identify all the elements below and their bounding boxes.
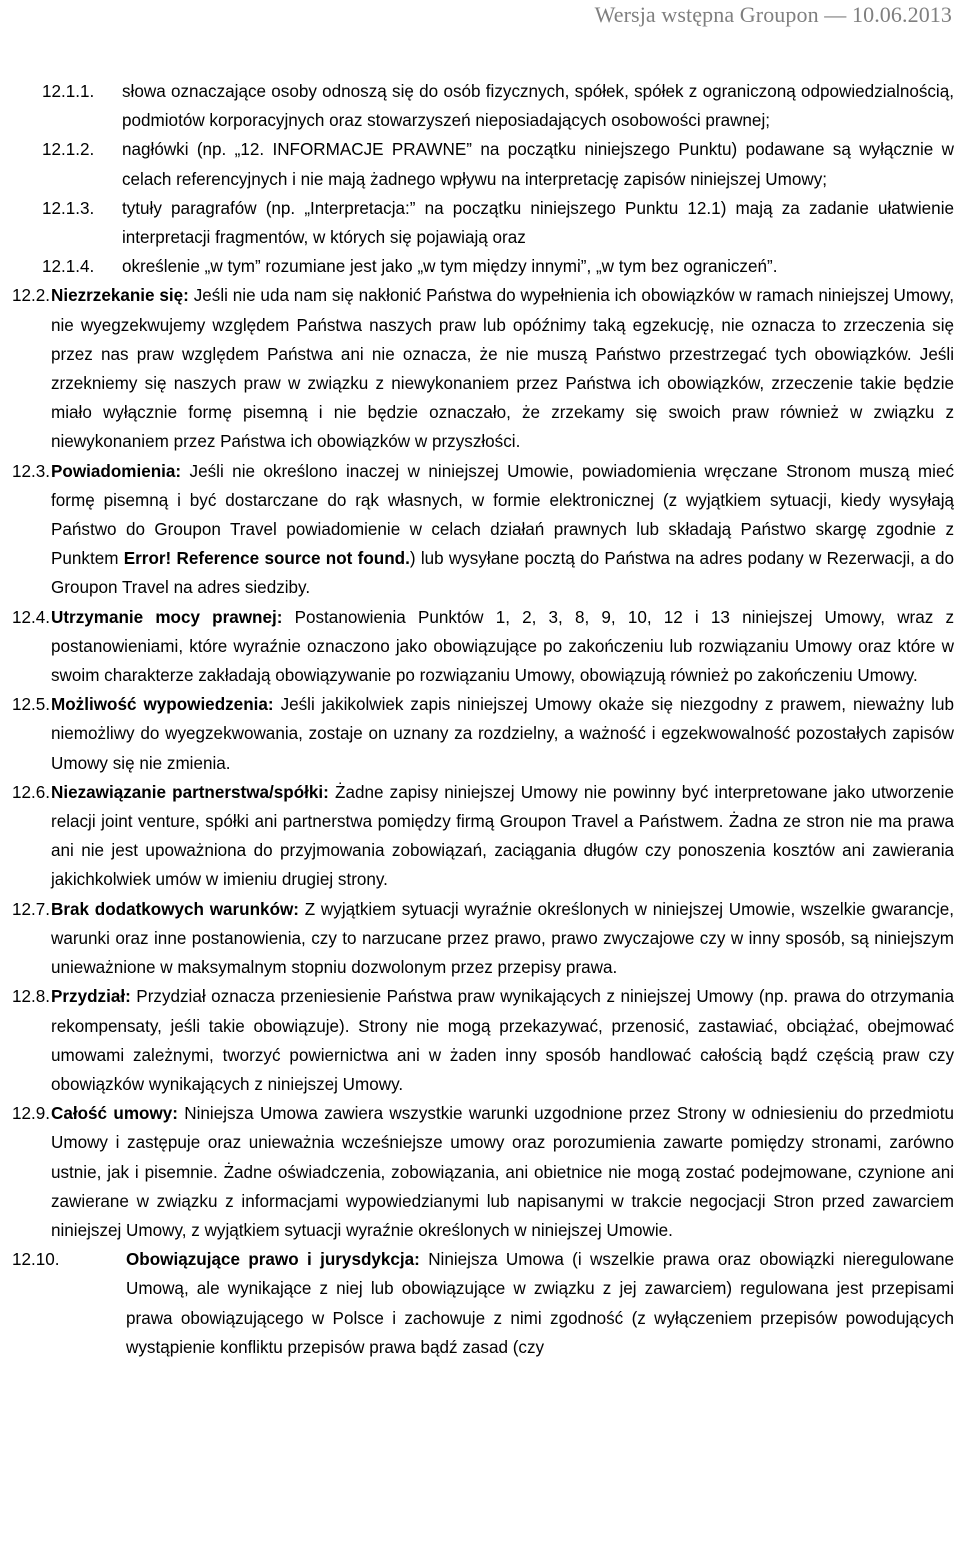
clause-number: 12.8. (12, 987, 51, 1007)
clause-number: 12.2. (12, 286, 51, 306)
clause-number: 12.1.1. (42, 82, 95, 101)
clause-text: Niniejsza Umowa (i wszelkie prawa oraz obowiązki nieregulowane Umową, ale wynikające z niej lub obowiązujące w związku z jej zawarciem) regulowana jest przepisami prawa obowiązującego w Polsce i zachowuje z nimi zgodność (z wyłączeniem przepisów powodujących wystąpienie konfliktu przepisów prawa bądź zasad (czy (126, 1250, 954, 1357)
clause-12-7 (12, 895, 954, 983)
clause-12-2 (12, 281, 954, 456)
clause-12-4 (12, 603, 954, 691)
clause-number: 12.7. (12, 899, 51, 919)
clause-text: Z wyjątkiem sytuacji wyraźnie określonych w niniejszej Umowie, wszelkie gwarancje, warunki oraz inne postanowienia, czy to narzucane przez prawo, prawo zwyczajowe czy w inny sposób, są niniejszym unieważnione w maksymalnym stopniu dozwolonym przez przepisy prawa. (51, 899, 954, 978)
clause-text: Niniejsza Umowa zawiera wszystkie warunki uzgodnione przez Strony w odniesieniu do przedmiotu Umowy i zastępuje oraz unieważnia wcześniejsze umowy oraz porozumienia zawarte pomiędzy stronami, zarówno ustnie, jak i pisemnie. Żadne oświadczenia, zobowiązania, ani obietnice nie mogą zostać podejmowane, czynione ani zawierane w związku z informacjami wypowiedzianymi lub napisanymi w trakcie negocjacji Stron przed zawarciem niniejszej Umowy, z wyjątkiem sytuacji wyraźnie określonych w niniejszej Umowie. (51, 1104, 954, 1240)
clause-title: Utrzymanie mocy prawnej: (51, 607, 283, 627)
draft-header: Wersja wstępna Groupon — 10.06.2013 (594, 2, 952, 27)
clause-title: Całość umowy: (51, 1104, 178, 1124)
clause-text: określenie „w tym” rozumiane jest jako „w tym między innymi”, „w tym bez ograniczeń”. (122, 257, 778, 277)
clause-text: słowa oznaczające osoby odnoszą się do osób fizycznych, spółek, spółek z ograniczoną odpowiedzialnością, podmiotów korporacyjnych oraz stowarzyszeń nieposiadających osobowości prawnej; (122, 82, 954, 131)
clause-12-1-4 (12, 252, 954, 281)
reference-error: Error! Reference source not found. (123, 549, 410, 569)
document-body (12, 77, 954, 1362)
clause-text-after: ) lub wysyłane pocztą do Państwa na adres podany w Rezerwacji, a do Groupon Travel na adres siedziby. (51, 549, 954, 598)
clause-12-1-3 (12, 194, 954, 252)
clause-title: Niezrzekanie się: (51, 286, 189, 306)
clause-12-8 (12, 982, 954, 1099)
clause-number: 12.1.3. (42, 198, 95, 218)
clause-title: Możliwość wypowiedzenia: (51, 695, 274, 715)
clause-12-5 (12, 690, 954, 778)
clause-text: Jeśli nie określono inaczej w niniejszej Umowie, powiadomienia wręczane Stronom muszą mieć formę pisemną i być dostarczane do rąk własnych, w formie elektronicznej (z wyjątkiem sytuacji, kiedy wysyłają Państwo do Groupon Travel powiadomienie w celach działań prawnych lub składają Państwo skargę zgodnie z Punktem (51, 461, 954, 569)
clause-title: Niezawiązanie partnerstwa/spółki: (51, 782, 329, 802)
clause-text: Jeśli jakikolwiek zapis niniejszej Umowy okaże się niezgodny z prawem, nieważny lub niemożliwy do wyegzekwowania, zostaje on uznany za rozdzielny, a ważność i egzekwowalność pozostałych zapisów Umowy się nie zmienia. (51, 695, 954, 773)
clause-title: Powiadomienia: (51, 461, 182, 481)
clause-text: tytuły paragrafów (np. „Interpretacja:” na początku niniejszego Punktu 12.1) mają za zadanie ułatwienie interpretacji fragmentów, w których się pojawiają oraz (122, 198, 954, 248)
clause-text: nagłówki (np. „12. INFORMACJE PRAWNE” na początku niniejszego Punktu) podawane są wyłącznie w celach referencyjnych i nie mają żadnego wpływu na interpretację zapisów niniejszej Umowy; (122, 140, 954, 189)
clause-title: Przydział: (51, 987, 131, 1007)
clause-text: Żadne zapisy niniejszej Umowy nie powinny być interpretowane jako utworzenie relacji joint venture, spółki ani partnerstwa pomiędzy firmą Groupon Travel a Państwem. Żadna ze stron nie ma prawa ani nie jest upoważniona do przyjmowania zobowiązań, zaciągania długów czy ponoszenia kosztów ani zawierania jakichkolwiek umów w imieniu drugiej strony. (51, 782, 954, 890)
clause-12-1-1 (12, 77, 954, 135)
clause-text: Przydział oznacza przeniesienie Państwa praw wynikających z niniejszej Umowy (np. prawa do otrzymania rekompensaty, jeśli takie obowiązuje). Strony nie mogą przekazywać, przenosić, zastawiać, obciążać, obejmować umowami zależnymi, tworzyć powiernictwa ani w żaden inny sposób handlować całością bądź częścią praw czy obowiązków wynikających z niniejszej Umowy. (51, 987, 954, 1094)
clause-number: 12.10. (12, 1250, 60, 1270)
clause-12-10 (12, 1245, 954, 1362)
clause-title: Brak dodatkowych warunków: (51, 899, 299, 919)
clause-number: 12.1.2. (42, 140, 95, 160)
clause-number: 12.6. (12, 782, 51, 802)
clause-number: 12.3. (12, 461, 51, 481)
clause-12-9 (12, 1099, 954, 1245)
clause-12-3 (12, 457, 954, 603)
clause-12-6 (12, 778, 954, 895)
clause-number: 12.5. (12, 695, 51, 715)
clause-title: Obowiązujące prawo i jurysdykcja: (126, 1250, 420, 1270)
clause-text: Postanowienia Punktów 1, 2, 3, 8, 9, 10, 12 i 13 niniejszej Umowy, wraz z postanowieniami, które wyraźnie oznaczono jako obowiązujące po zakończeniu lub rozwiązaniu Umowy oraz które w swoim charakterze zakładają obowiązywanie po rozwiązaniu Umowy, obowiązują również po zakończeniu Umowy. (51, 607, 955, 686)
clause-number: 12.1.4. (42, 257, 95, 277)
clause-number: 12.4. (12, 607, 51, 627)
clause-text: Jeśli nie uda nam się nakłonić Państwa do wypełnienia ich obowiązków w ramach niniejszej Umowy, nie wyegzekwujemy względem Państwa naszych praw lub opóźnimy taką egzekucję, nie oznacza to zrzeczenia się przez nas praw względem Państwa ani nie oznacza, że nie muszą Państwo przestrzegać tych obowiązków. Jeśli zrzekniemy się naszych praw w związku z niewykonaniem przez Państwa ich obowiązków, zrzeczenie takie będzie miało wyłącznie formę pisemną i nie będzie oznaczało, że zrzekamy się swoich praw również w związku z niewykonaniem przez Państwa ich obowiązków w przyszłości. (51, 286, 954, 452)
clause-number: 12.9. (12, 1104, 51, 1124)
clause-12-1-2 (12, 135, 954, 193)
